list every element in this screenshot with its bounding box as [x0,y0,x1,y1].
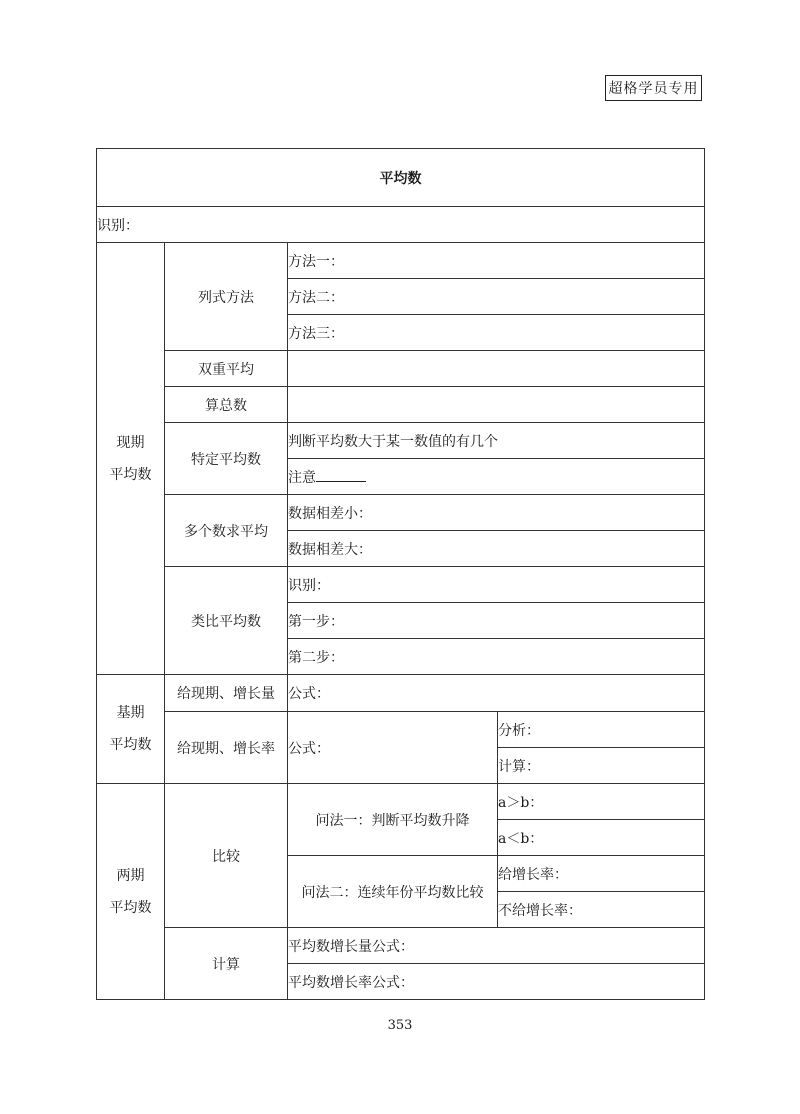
method-1: 方法一： [288,243,705,279]
current-label-line1: 现期 [116,434,145,451]
specific-line-2 [288,459,705,495]
analog-average-label: 类比平均数 [165,567,288,675]
method1-case-b: a＜b： [498,820,705,856]
two-label-line2: 平均数 [109,899,152,916]
multi-item-1: 数据相差小： [288,495,705,531]
question-method-2: 问法二：连续年份平均数比较 [288,856,498,928]
calc-growth-rate: 平均数增长率公式： [288,964,705,1000]
base-row2-label: 给现期、增长率 [165,712,288,784]
calc-growth-amount: 平均数增长量公式： [288,928,705,964]
base-row1-label: 给现期、增长量 [165,675,288,712]
multi-item-2: 数据相差大： [288,531,705,567]
compare-label: 比较 [165,784,288,928]
question-method-1: 问法一：判断平均数升降 [288,784,498,856]
analog-item-2: 第一步： [288,603,705,639]
current-label-line2: 平均数 [109,466,152,483]
double-average-label: 双重平均 [165,351,288,387]
method-3: 方法三： [288,315,705,351]
method-2: 方法二： [288,279,705,315]
double-average-cell [288,351,705,387]
method2-case-b: 不给增长率： [498,892,705,928]
analog-item-3: 第二步： [288,639,705,675]
analog-item-1: 识别： [288,567,705,603]
method2-case-a: 给增长率： [498,856,705,892]
two-period-label [97,784,165,1000]
page-number: 353 [387,1018,413,1033]
base-label-line1: 基期 [116,705,145,721]
specific-line-1: 判断平均数大于某一数值的有几个 [288,423,705,459]
average-number-table [96,148,705,1000]
specific-average-label: 特定平均数 [165,423,288,495]
note-label: 注意 [288,469,316,486]
identify-row: 识别： [97,207,705,243]
two-label-line1: 两期 [116,867,145,884]
method1-case-a: a＞b： [498,784,705,820]
base-period-label [97,675,165,784]
base-row2-analysis: 分析： [498,712,705,748]
fill-blank-line [316,467,366,482]
table-title: 平均数 [97,149,705,207]
student-only-badge: 超格学员专用 [605,75,702,101]
total-cell [288,387,705,423]
multi-average-label: 多个数求平均 [165,495,288,567]
base-row1-formula: 公式： [288,675,705,712]
base-row2-calc: 计算： [498,748,705,784]
total-label: 算总数 [165,387,288,423]
list-method-label: 列式方法 [165,243,288,351]
base-row2-formula: 公式： [288,712,498,784]
two-calc-label: 计算 [165,928,288,1000]
base-label-line2: 平均数 [109,737,152,753]
current-period-label [97,243,165,675]
